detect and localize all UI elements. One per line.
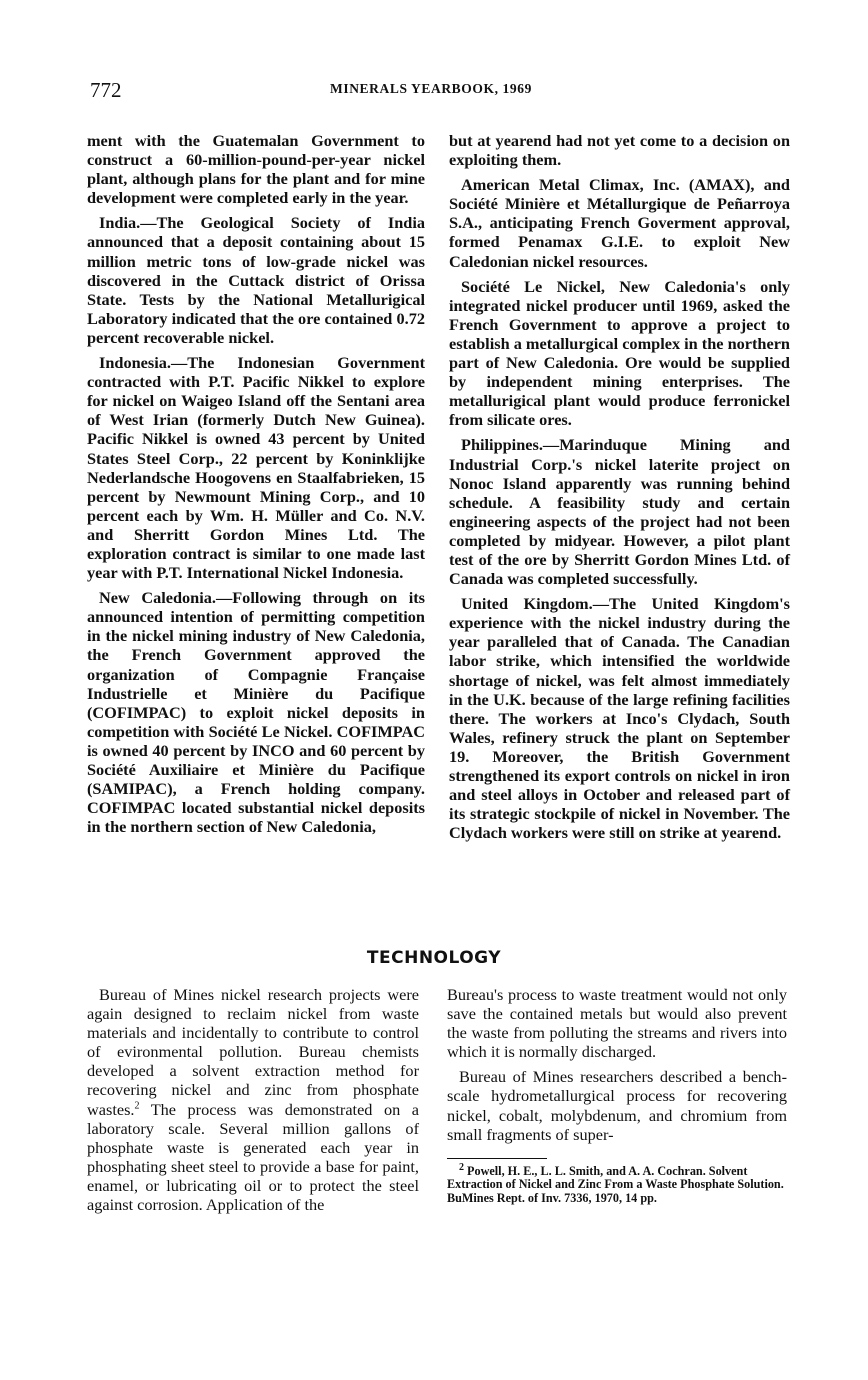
section-heading-technology: TECHNOLOGY [366, 948, 502, 968]
paragraph-philippines [449, 435, 790, 588]
text-bureau-research-a: Bureau of Mines nickel research projects were again designed to reclaim nickel from waste materials and incidentally to contribute to control of evironmental pollution. Bureau chemists developed a solvent extraction method for recovering nickel and zinc from phosphate wastes. [87, 985, 419, 1119]
footnote-mark: 2 [459, 1161, 464, 1173]
footnote-reference: 2 [134, 1100, 140, 1112]
paragraph-united-kingdom [449, 594, 790, 842]
paragraph-indonesia [87, 353, 425, 582]
left-column-technology [87, 985, 419, 1220]
paragraph-le-nickel: Société Le Nickel, New Caledonia's only integrated nickel producer until 1969, asked the French Government to approve a project to establish a metallurgical complex in the northern part of New Caledonia. Ore would be supplied by independent mining enterprises. The metallurigical plant would produce ferronickel from silicate ores. [449, 276, 790, 430]
footnote-text: Powell, H. E., L. L. Smith, and A. A. Cochran. Solvent Extraction of Nickel and Zinc From a Waste Phosphate Solution. BuMines Rept. of Inv. 7336, 1970, 14 pp. [447, 1163, 784, 1205]
paragraph-cofimpac-cont: but at yearend had not yet come to a decision on exploiting them. [449, 131, 790, 170]
right-column-top [449, 131, 790, 848]
text-india: —The Geological Society of India announced that a deposit containing about 15 million metric tons of low-grade nickel was discovered in the Cuttack district of Orissa State. Tests by the National Metallurigical Laboratory indicated that the ore contained 0.72 percent recoverable nickel. [87, 213, 425, 347]
text-bureau-research-b: The process was demonstrated on a laboratory scale. Several million gallons of phosphate waste is generated each year in phosphating sheet steel to provide a base for paint, enamel, or lubricating oil or to protect the steel against corrosion. Application of the [87, 1099, 419, 1215]
text-united-kingdom: —The United Kingdom's experience with the nickel industry during the year paralleled that of Canada. The Canadian labor strike, which intensified the worldwide shortage of nickel, was felt almost immediately in the U.K. because of the large refining facilities there. The workers at Inco's Clydach, South Wales, refinery struck the plant on September 19. Moreover, the British Government strengthened its export controls on nickel in iron and steel alloys in October and released part of its strategic stockpile of nickel in November. The Clydach workers were still on strike at yearend. [449, 594, 790, 843]
heading-united-kingdom: United Kingdom. [461, 594, 593, 614]
paragraph-guatemala: ment with the Guatemalan Government to construct a 60-million-pound-per-year nickel plant, although plans for the plant and for mine development were completed early in the year. [87, 131, 425, 208]
paragraph-bureau-research [87, 985, 419, 1214]
text-philippines: —Marinduque Mining and Industrial Corp.'s nickel laterite project on Nonoc Island apparently was running behind schedule. A feasibility study and certain engineering aspects of the project had not been completed by midyear. However, a pilot plant test of the ore by Sherritt Gordon Mines Ltd. of Canada was completed successfully. [449, 435, 790, 589]
text-indonesia: —The Indonesian Government contracted with P.T. Pacific Nikkel to explore for nickel on Waigeo Island off the Sentani area of West Irian (formerly Dutch New Guinea). Pacific Nikkel is owned 43 percent by United States Steel Corp., 22 percent by Koninklijke Nederlandsche Hoogovens en Staalfabrieken, 15 percent by Newmount Mining Corp., and 10 percent each by Wm. H. Müller and Co. N.V. and Sherritt Gordon Mines Ltd. The exploration contract is similar to one made last year with P.T. International Nickel Indonesia. [87, 353, 425, 583]
footnote [447, 1161, 787, 1205]
paragraph-india [87, 213, 425, 347]
paragraph-waste-treatment: Bureau's process to waste treatment would not only save the contained metals but would also prevent the waste from polluting the streams and rivers into which it is normally discharged. [447, 985, 787, 1062]
page-header [90, 78, 790, 102]
heading-indonesia: Indonesia. [99, 353, 171, 373]
left-column-top [87, 131, 425, 842]
running-title: MINERALS YEARBOOK, 1969 [330, 81, 532, 96]
footnote-divider [447, 1158, 547, 1159]
heading-philippines: Philippines. [461, 435, 543, 455]
page-number: 772 [90, 78, 122, 102]
text-new-caledonia: —Following through on its announced intention of permitting competition in the nickel mining industry of New Caledonia, the French Government approved the organization of Compagnie Française Industrielle et Minière du Pacifique (COFIMPAC) to exploit nickel deposits in competition with Société Le Nickel. COFIMPAC is owned 40 percent by INCO and 60 percent by Société Auxiliaire et Minière du Pacifique (SAMIPAC), a French holding company. COFIMPAC located substantial nickel deposits in the northern section of New Caledonia, [87, 588, 425, 837]
paragraph-new-caledonia [87, 588, 425, 836]
paragraph-amax: American Metal Climax, Inc. (AMAX), and Société Minière et Métallurgique de Peñarroya S.A., anticipating French Goverment approval, formed Penamax G.I.E. to exploit New Caledonian nickel resources. [449, 175, 790, 271]
paragraph-hydrometallurgical: Bureau of Mines researchers described a bench-scale hydrometallurgical process for recovering nickel, cobalt, molybdenum, and chromium from small fragments of super- [447, 1067, 787, 1144]
right-column-technology [447, 985, 787, 1211]
heading-india: India. [99, 213, 141, 233]
heading-new-caledonia: New Caledonia. [99, 588, 216, 608]
